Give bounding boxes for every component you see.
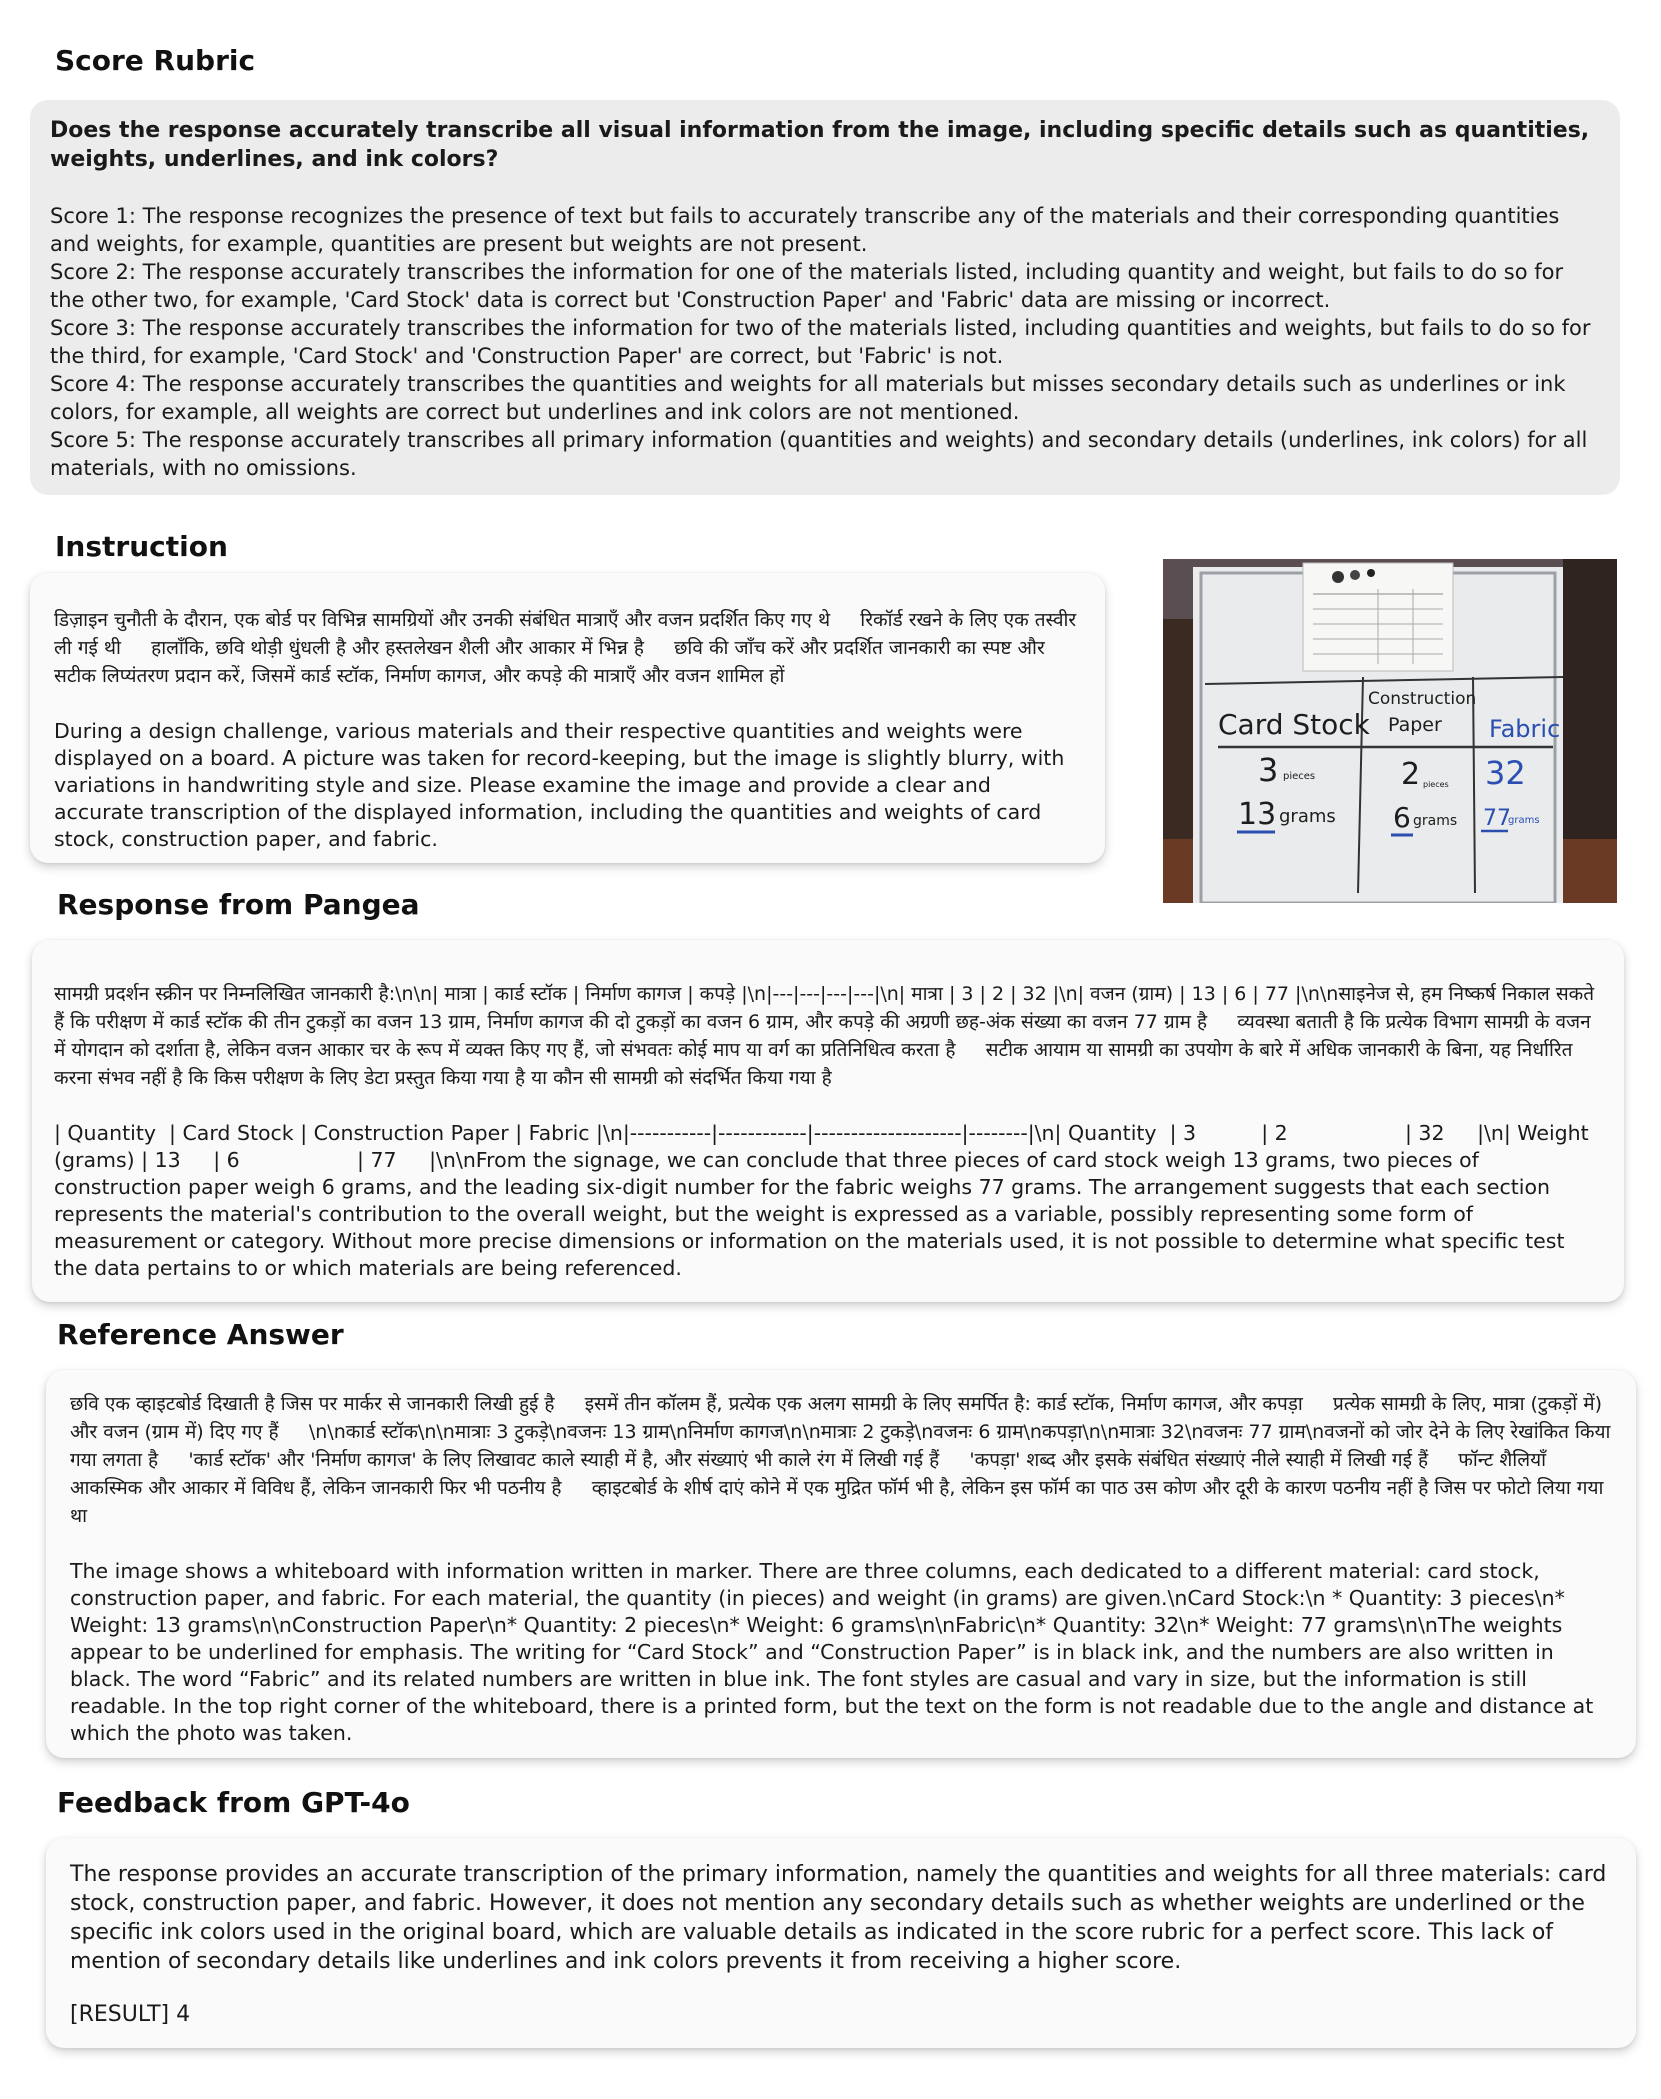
feedback-result: [RESULT] 4 [70,2002,191,2027]
rubric-score-5: Score 5: The response accurately transcribes all primary information (quantities and weights) and secondary details (underlines, ink colors) for all materials, with no omissions. [50,428,1595,480]
response-english: | Quantity | Card Stock | Construction Paper | Fabric |\n|-----------|------------|--------------------|--------|\n| Quantity | 3 | 2 | 32 |\n| Weight (grams) | 13 | 6 | 77 |\n\nFrom the signage, we can conclude that three pieces of card stock weigh 13 grams, two pieces of construction paper weigh 6 grams, and the leading six-digit number for the fabric weighs 77 grams. The arrangement suggests that each section represents the material's contribution to the overall weight, but the weight is expressed as a variable, possibly representing some form of measurement or category. Without more precise dimensions or information on the materials used, it is not possible to determine what specific test the data pertains to or which materials are being referenced. [54,1121,1596,1280]
reference-english: The image shows a whiteboard with information written in marker. There are three columns, each dedicated to a different material: card stock, construction paper, and fabric. For each material, the quantity (in pieces) and weight (in grams) are given.\nCard Stock:\n * Quantity: 3 pieces\n* Weight: 13 grams\n\nConstruction Paper\n* Quantity: 2 pieces\n* Weight: 6 grams\n\nFabric\n* Quantity: 32\n* Weight: 77 grams\n\nThe weights appear to be underlined for emphasis. The writing for “Card Stock” and “Construction Paper” is in black ink, and the numbers are also written in black. The word “Fabric” and its related numbers are written in blue ink. The font styles are casual and vary in size, but the information is still readable. In the top right corner of the whiteboard, there is a printed form, but the text on the form is not readable due to the angle and distance at which the photo was taken. [70,1559,1600,1745]
fabric-qty: 32 [1485,754,1526,792]
feedback-card [46,1838,1636,2048]
card-stock-weight-unit: grams [1279,806,1336,827]
instruction-card [30,573,1105,863]
construction-weight: 6 [1393,801,1411,834]
card-stock-weight: 13 [1238,797,1277,832]
header-card-stock: Card Stock [1218,708,1370,741]
rubric-card [30,100,1620,495]
construction-qty: 2 [1401,757,1421,792]
reference-card [46,1370,1636,1758]
fabric-weight-unit: grams [1508,815,1540,826]
instruction-heading: Instruction [55,530,228,563]
fabric-weight: 77 [1483,806,1511,831]
instruction-hindi: डिज़ाइन चुनौती के दौरान, एक बोर्ड पर विभिन्न सामग्रियों और उनकी संबंधित मात्राएँ और वजन प्रदर्शित किए गए थे रिकॉर्ड रखने के लिए एक तस्वीर ली गई थी हालाँकि, छवि थोड़ी धुंधली है और हस्तलेखन शैली और आकार में भिन्न है छवि की जाँच करें और प्रदर्शित जानकारी का स्पष्ट और सटीक लिप्यंतरण प्रदान करें, जिसमें कार्ड स्टॉक, निर्माण कागज, और कपड़े की मात्राएँ और वजन शामिल हों [54,609,1083,687]
response-hindi: सामग्री प्रदर्शन स्क्रीन पर निम्नलिखित जानकारी है:\n\n| मात्रा | कार्ड स्टॉक | निर्माण कागज | कपड़े |\n|---|---|---|---|\n| मात्रा | 3 | 2 | 32 |\n| वजन (ग्राम) | 13 | 6 | 77 |\n\nसाइनेज से, हम निष्कर्ष निकाल सकते हैं कि परीक्षण में कार्ड स्टॉक की तीन टुकड़ों का वजन 13 ग्राम, निर्माण कागज की दो टुकड़ों का वजन 6 ग्राम, और कपड़े की अग्रणी छह-अंक संख्या का वजन 77 ग्राम है व्यवस्था बताती है कि प्रत्येक विभाग सामग्री के वजन में योगदान को दर्शाता है, लेकिन वजन आकार चर के रूप में व्यक्त किए गए हैं, जो संभवतः कोई माप या वर्ग का प्रतिनिधित्व करता है सटीक आयाम या सामग्री का उपयोग के बारे में अधिक जानकारी के बिना, यह निर्धारित करना संभव नहीं है कि किस परीक्षण के लिए डेटा प्रस्तुत किया गया है या कौन सी सामग्री को संदर्भित किया गया है [54,983,1601,1089]
rubric-question: Does the response accurately transcribe all visual information from the image, including specific details such as quantities, weights, underlines, and ink colors? [50,118,1597,172]
rubric-score-2: Score 2: The response accurately transcribes the information for one of the materials listed, including quantity and weight, but fails to do so for the other two, for example, 'Card Stock' data is correct but 'Construction Paper' and 'Fabric' data are missing or incorrect. [50,260,1570,312]
rubric-heading: Score Rubric [55,44,256,77]
rubric-score-3: Score 3: The response accurately transcribes the information for two of the materials listed, including quantities and weights, but fails to do so for the third, for example, 'Card Stock' and 'Construction Paper' are correct, but 'Fabric' is not. [50,316,1598,368]
header-fabric: Fabric [1489,715,1561,743]
rubric-score-4: Score 4: The response accurately transcribes the quantities and weights for all materials but misses secondary details such as underlines or ink colors, for example, all weights are correct but underlines and ink colors are not mentioned. [50,372,1573,424]
printed-form [1303,563,1453,671]
whiteboard-photo [1163,559,1617,903]
response-card [32,940,1624,1302]
feedback-text: The response provides an accurate transcription of the primary information, namely the quantities and weights for all three materials: card stock, construction paper, and fabric. However, it does not mention any secondary details such as whether weights are underlined or the specific ink colors used in the original board, which are valuable details as indicated in the score rubric for a perfect score. This lack of mention of secondary details like underlines and ink colors prevents it from receiving a higher score. [70,1862,1614,1974]
card-stock-qty: 3 [1258,751,1279,789]
response-heading: Response from Pangea [57,888,420,921]
construction-weight-unit: grams [1413,813,1458,829]
header-paper: Paper [1388,714,1442,736]
header-construction: Construction [1368,689,1477,709]
rubric-score-1: Score 1: The response recognizes the presence of text but fails to accurately transcribe any of the materials and their corresponding quantities and weights, for example, quantities are present but weights are not present. [50,204,1567,256]
construction-qty-unit: pieces [1423,780,1449,789]
reference-hindi: छवि एक व्हाइटबोर्ड दिखाती है जिस पर मार्कर से जानकारी लिखी हुई है इसमें तीन कॉलम हैं, प्रत्येक एक अलग सामग्री के लिए समर्पित है: कार्ड स्टॉक, निर्माण कागज, और कपड़ा प्रत्येक सामग्री के लिए, मात्रा (टुकड़ों में) और वजन (ग्राम में) दिए गए हैं \n\nकार्ड स्टॉक\n\nमात्राः 3 टुकड़े\nवजनः 13 ग्राम\nनिर्माण कागज\n\nमात्राः 2 टुकड़े\nवजनः 6 ग्राम\nकपड़ा\n\nमात्राः 32\nवजनः 77 ग्राम\nवजनों को जोर देने के लिए रेखांकित किया गया लगता है 'कार्ड स्टॉक' और 'निर्माण कागज' के लिए लिखावट काले स्याही में है, और संख्याएं भी काले रंग में लिखी गई हैं 'कपड़ा' शब्द और इसके संबंधित संख्याएं नीले स्याही में लिखी गई हैं फॉन्ट शैलियाँ आकस्मिक और आकार में विविध हैं, लेकिन जानकारी फिर भी पठनीय है व्हाइटबोर्ड के शीर्ष दाएं कोने में एक मुद्रित फॉर्म भी है, लेकिन इस फॉर्म का पाठ उस कोण और दूरी के कारण पठनीय नहीं है जिस पर फोटो लिया गया था [70,1393,1617,1527]
instruction-english: During a design challenge, various materials and their respective quantities and weights were displayed on a board. A picture was taken for record-keeping, but the image is slightly blurry, with variations in handwriting style and size. Please examine the image and provide a clear and accurate transcription of the displayed information, including the quantities and weights of card stock, construction paper, and fabric. [54,719,1071,851]
feedback-heading: Feedback from GPT-4o [57,1786,410,1819]
reference-heading: Reference Answer [57,1318,344,1351]
card-stock-qty-unit: pieces [1283,771,1316,782]
